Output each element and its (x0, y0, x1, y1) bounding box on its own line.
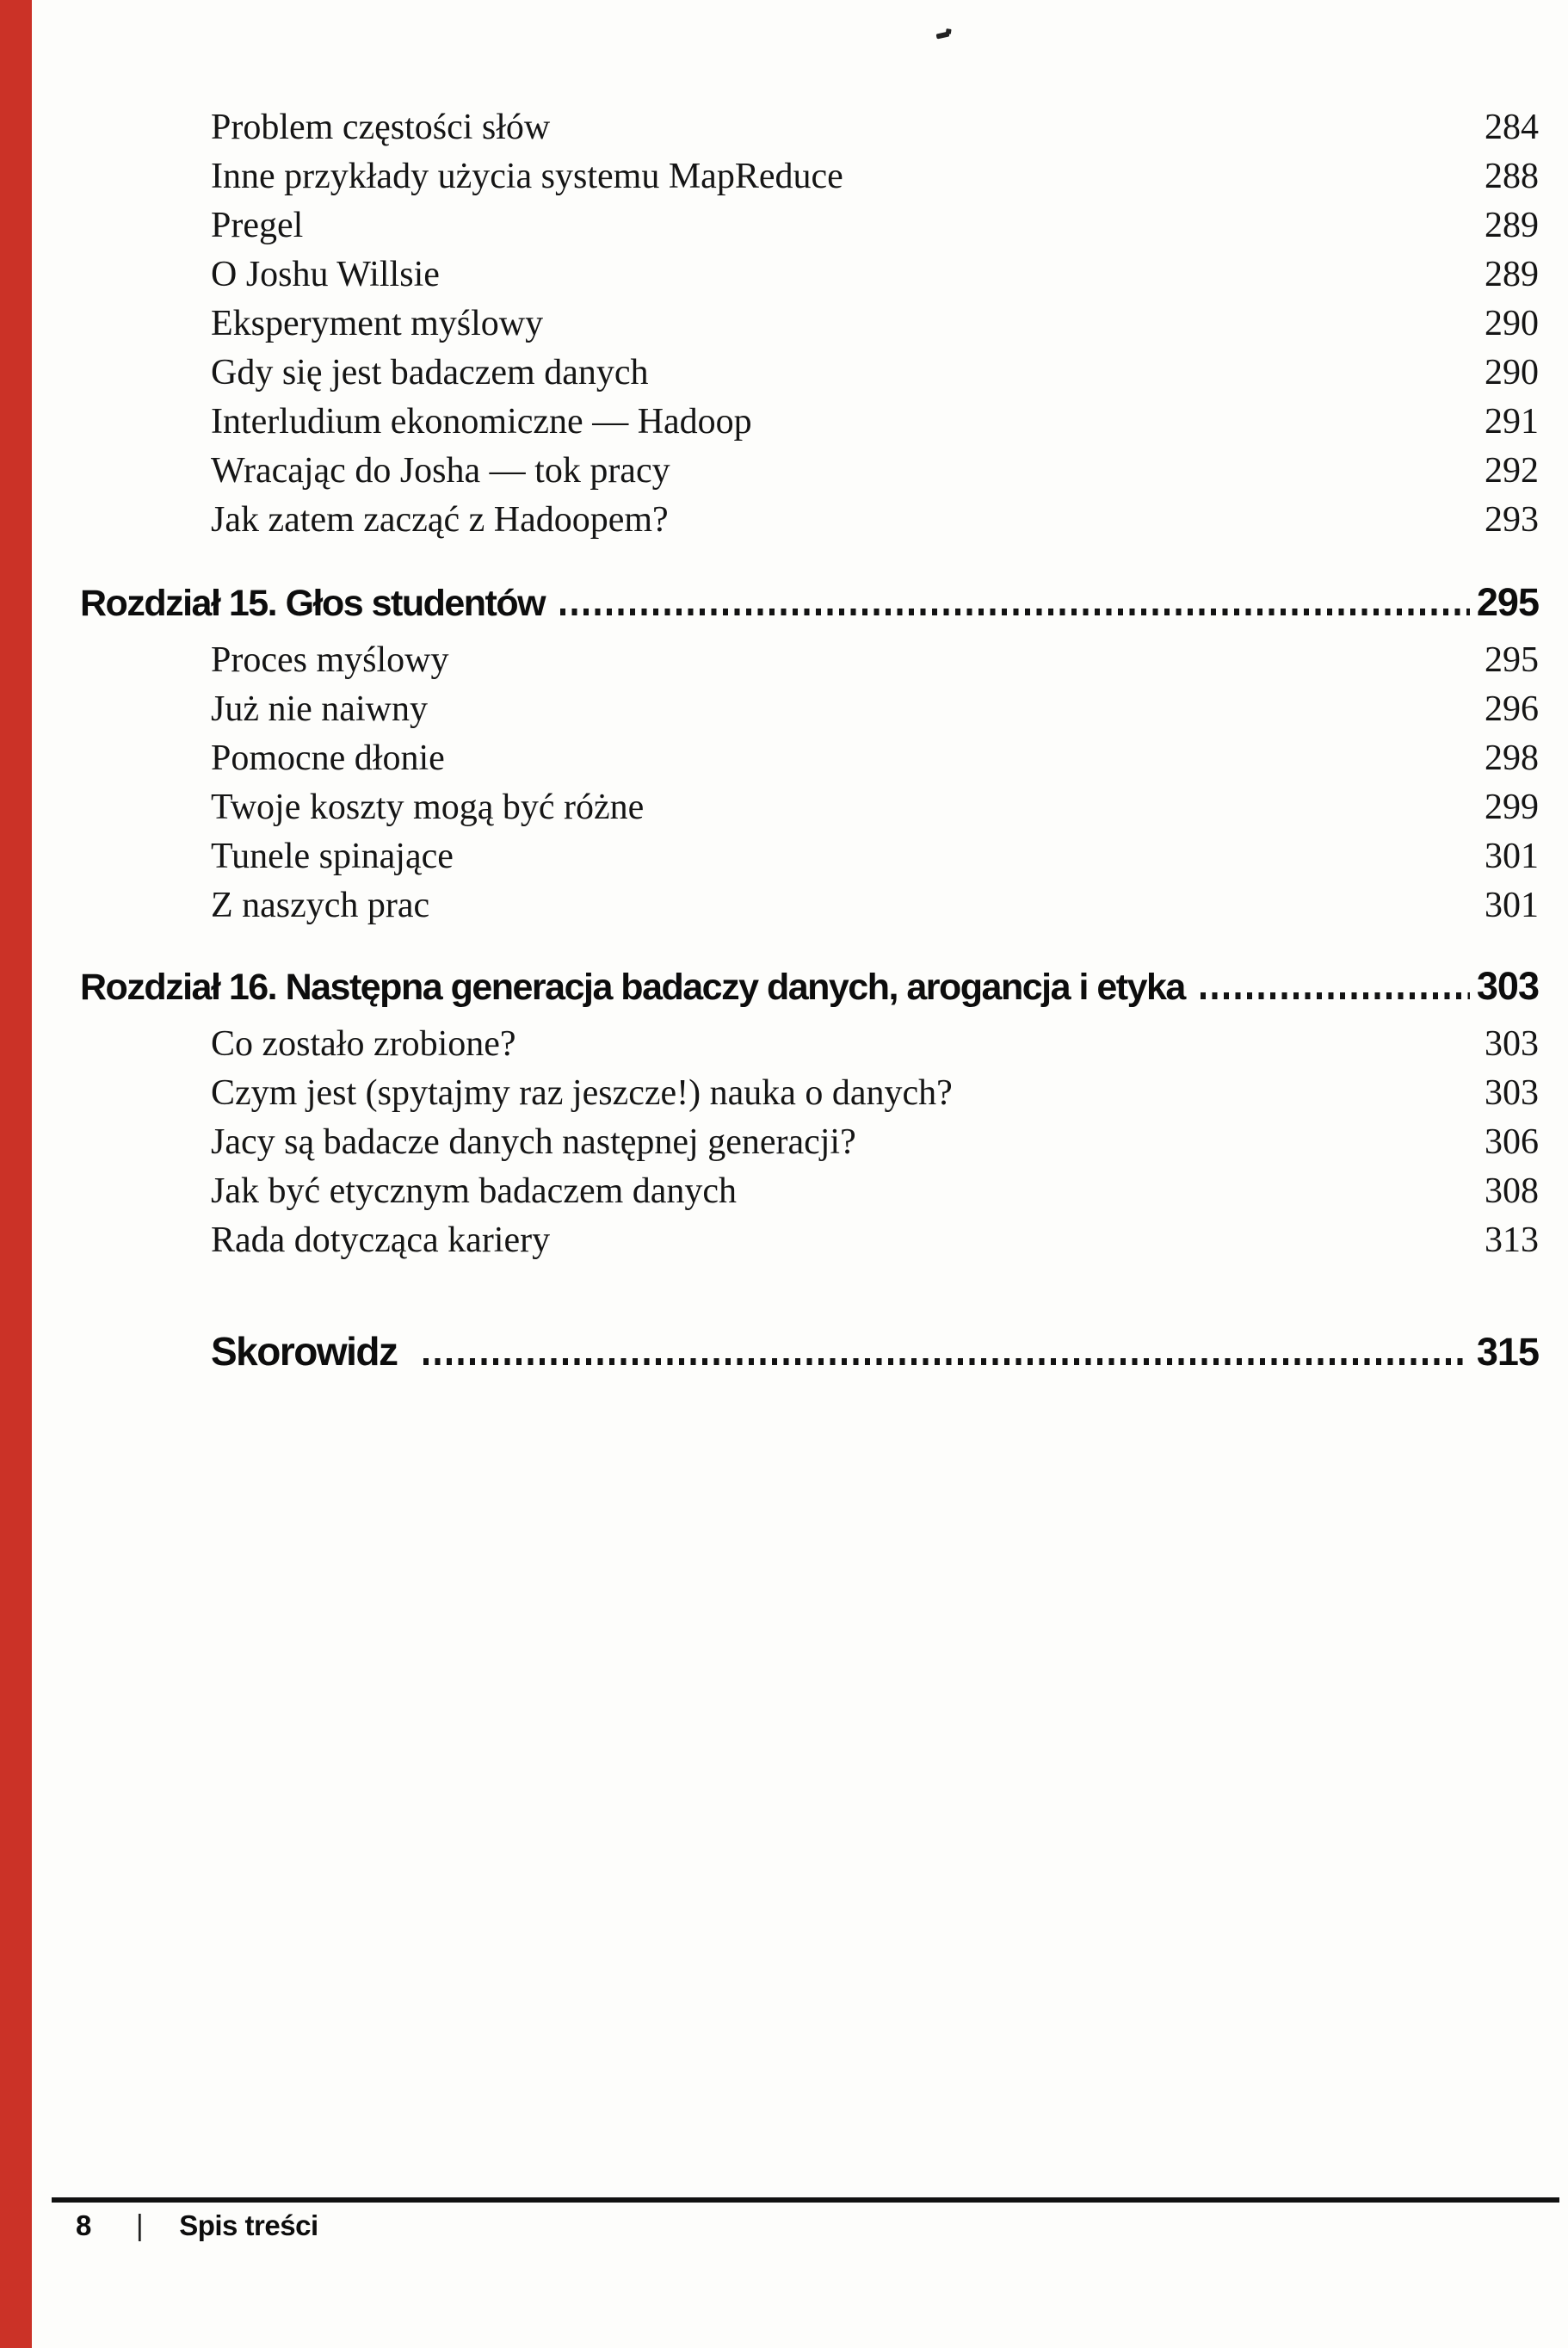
toc-entry (80, 300, 1539, 349)
toc-entry-page: 308 (1485, 1171, 1539, 1211)
toc-entry-label: Eksperyment myślowy (211, 304, 544, 343)
footer-rule (52, 2197, 1559, 2203)
toc-entry (80, 201, 1539, 250)
chapter-page: 295 (1476, 580, 1539, 624)
toc-entry-label: Tunele spinające (211, 837, 454, 876)
toc-entry-label: Rada dotycząca kariery (211, 1220, 551, 1260)
toc-entry (80, 1167, 1539, 1216)
toc-entry-page: 303 (1485, 1073, 1539, 1113)
index-page: 315 (1476, 1330, 1539, 1374)
toc-entry-page: 313 (1485, 1220, 1539, 1260)
toc-entry (80, 349, 1539, 398)
toc-entry-page: 306 (1485, 1122, 1539, 1162)
toc-entry-label: Jak być etycznym badaczem danych (211, 1171, 738, 1211)
toc-entry-label: O Joshu Willsie (211, 255, 440, 294)
toc-entry-label: Proces myślowy (211, 640, 449, 680)
toc-entry-page: 290 (1485, 304, 1539, 343)
toc-entry-label: Pregel (211, 206, 304, 245)
footer-page-number: 8 (76, 2209, 91, 2241)
table-of-contents (80, 103, 1539, 1387)
chapter-title: Rozdział 15. Głos studentów (80, 583, 546, 624)
toc-entry-page: 284 (1485, 108, 1539, 147)
toc-entry-label: Z naszych prac (211, 886, 430, 925)
dotted-leader (560, 609, 1470, 615)
toc-entry-label: Gdy się jest badaczem danych (211, 353, 649, 392)
toc-entry-label: Jak zatem zacząć z Hadoopem? (211, 500, 669, 540)
toc-entry-page: 298 (1485, 738, 1539, 778)
toc-entry-page: 290 (1485, 353, 1539, 392)
toc-entry (80, 783, 1539, 832)
toc-entry-page: 296 (1485, 689, 1539, 729)
index-title: Skorowidz (211, 1329, 398, 1374)
toc-entry-label: Co zostało zrobione? (211, 1024, 516, 1064)
toc-entry (80, 1118, 1539, 1167)
toc-entry (80, 1069, 1539, 1118)
toc-chapter-heading (80, 953, 1539, 1020)
toc-entry (80, 152, 1539, 201)
chapter-title: Rozdział 16. Następna generacja badaczy danych, arogancja i etyka (80, 967, 1185, 1008)
toc-entry-label: Twoje koszty mogą być różne (211, 788, 645, 827)
page-edge-stripe (0, 0, 32, 2348)
toc-entry (80, 734, 1539, 783)
toc-entry-page: 293 (1485, 500, 1539, 540)
toc-entry-label: Pomocne dłonie (211, 738, 445, 778)
toc-entry-label: Wracając do Josha — tok pracy (211, 451, 670, 491)
toc-entry (80, 496, 1539, 545)
toc-entry (80, 398, 1539, 447)
toc-entry (80, 103, 1539, 152)
toc-entry (80, 685, 1539, 734)
toc-entry-label: Inne przykłady użycia systemu MapReduce (211, 157, 843, 196)
dotted-leader (1201, 992, 1470, 999)
toc-entry-label: Czym jest (spytajmy raz jeszcze!) nauka o danych? (211, 1073, 953, 1113)
toc-entry-page: 291 (1485, 402, 1539, 442)
toc-entry (80, 636, 1539, 685)
toc-entry-page: 303 (1485, 1024, 1539, 1064)
toc-entry-page: 292 (1485, 451, 1539, 491)
footer-section-label: Spis treści (179, 2209, 318, 2241)
toc-entry-page: 295 (1485, 640, 1539, 680)
toc-chapter-heading (80, 569, 1539, 636)
toc-entry (80, 447, 1539, 496)
toc-entry-label: Już nie naiwny (211, 689, 428, 729)
dotted-leader (423, 1358, 1465, 1365)
toc-entry-page: 288 (1485, 157, 1539, 196)
chapter-page: 303 (1476, 964, 1539, 1008)
toc-entry (80, 1020, 1539, 1069)
toc-entry-label: Jacy są badacze danych następnej generacji? (211, 1122, 856, 1162)
page-footer (76, 2209, 318, 2243)
toc-entry (80, 832, 1539, 881)
toc-entry-page: 289 (1485, 255, 1539, 294)
scan-speck (936, 32, 950, 40)
toc-index-heading (80, 1315, 1539, 1387)
toc-entry (80, 881, 1539, 930)
toc-entry-page: 299 (1485, 788, 1539, 827)
toc-entry-page: 289 (1485, 206, 1539, 245)
toc-entry (80, 1216, 1539, 1265)
toc-entry (80, 250, 1539, 300)
toc-entry-page: 301 (1485, 837, 1539, 876)
footer-separator: | (135, 2209, 144, 2242)
toc-entry-label: Problem częstości słów (211, 108, 551, 147)
toc-entry-label: Interludium ekonomiczne — Hadoop (211, 402, 752, 442)
toc-entry-page: 301 (1485, 886, 1539, 925)
